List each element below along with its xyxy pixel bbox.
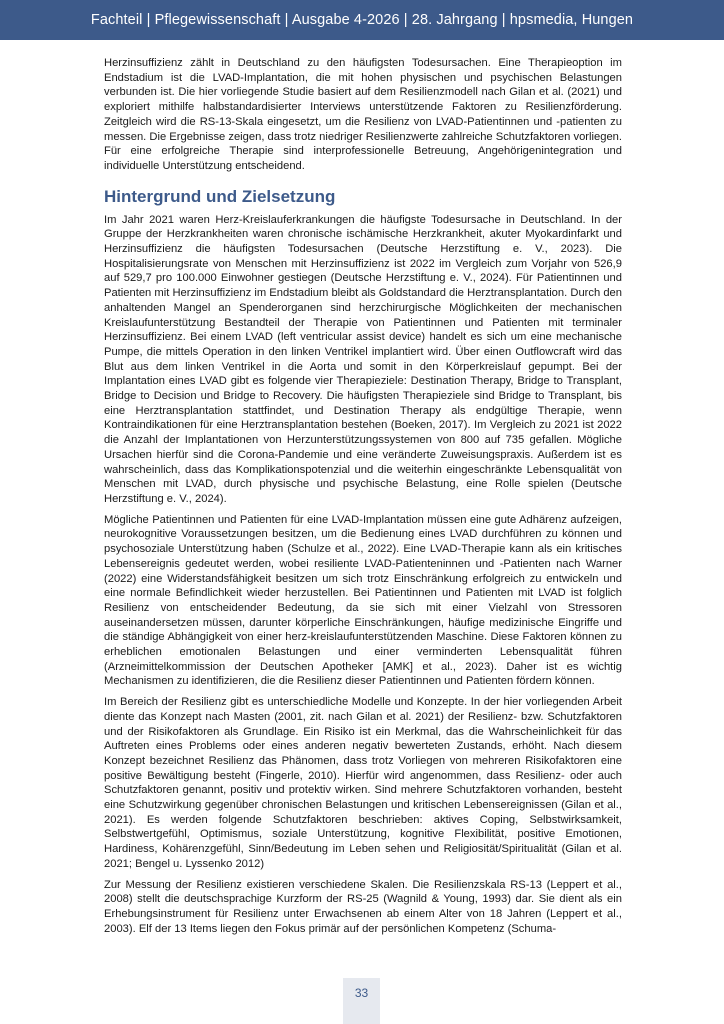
body-paragraph-1: Im Jahr 2021 waren Herz-Kreislauferkrankungen die häufigste Todesursache in Deutschland. In der Gruppe der Herzkrankheiten waren chronische ischämische Herzkrankheit, akuter Myokardinfarkt und Herzinsuffizienz die häufigsten Todesursachen (Deutsche Herzstiftung e. V., 2023). Die Hospitalisierungsrate von Menschen mit Herzinsuffizienz ist 2022 im Vergleich zum Vorjahr von 526,9 auf 529,7 pro 100.000 Einwohner gestiegen (Deutsche Herzstiftung e. V., 2024). Für Patientinnen und Patienten mit Herzinsuffizienz im Endstadium bleibt als Goldstandard die Herztransplantation. Durch den anhaltenden Mangel an Spenderorganen sind herzchirurgische Möglichkeiten der mechanischen Kreislaufunterstützung Bestandteil der Therapie von Patientinnen und Patienten mit terminaler Herzinsuffizienz. Bei einem LVAD (left ventricular assist device) handelt es sich um eine mechanische Pumpe, die mittels Operation in den linken Ventrikel implantiert wird. Über einen Outflowcraft wird das Blut aus dem linken Ventrikel in die Aorta und somit in den Körperkreislauf gepumpt. Bei der Implantation eines LVAD gibt es folgende vier Therapieziele: Destination Therapy, Bridge to Transplant, Bridge to Decision und Bridge to Recovery. Die häufigsten Therapieziele sind Bridge to Transplant, bis eine Herztransplantation stattfindet, und Destination Therapy als endgültige Therapie, wenn Kontraindikationen für eine Herztransplantation bestehen (Boeken, 2017). Im Vergleich zu 2021 ist 2022 die Anzahl der Implantationen von Herzunterstützungssystemen von 800 auf 735 gefallen. Mögliche Ursachen hierfür sind die Corona-Pandemie und eine veränderte Zuweisungspraxis. Außerdem ist es wahrscheinlich, dass das Komplikationspotenzial und die weiterhin eingeschränkte Lebensqualität von Menschen mit LVAD, durch physische und psychische Belastung, eine Rolle spielen (Deutsche Herzstiftung e. V., 2024). [104,213,622,505]
running-header: Fachteil | Pflegewissenschaft | Ausgabe 4-2026 | 28. Jahrgang | hpsmedia, Hungen [0,0,724,40]
body-paragraph-3: Im Bereich der Resilienz gibt es unterschiedliche Modelle und Konzepte. In der hier vorliegenden Arbeit diente das Konzept nach Masten (2001, zit. nach Gilan et al. 2021) der Resilienz- bzw. Schutzfaktoren und der Risikofaktoren als Grundlage. Ein Risiko ist ein Merkmal, das die Wahrscheinlichkeit für das Auftreten eines Problems oder eines anderen negativ bewerteten Zustands, erhöht. Nach diesem Konzept bezeichnet Resilienz das Phänomen, dass trotz Vorliegen von mehreren Risikofaktoren eine positive Bewältigung besteht (Fingerle, 2010). Hierfür wird angenommen, dass Resilienz- oder auch Schutzfaktoren genannt, positiv und protektiv wirken. Sind mehrere Schutzfaktoren vorhanden, besteht eine Schutzwirkung gegenüber chronischen Belastungen und kritischen Lebensereignissen (Gilan et al., 2021). Es werden folgende Schutzfaktoren beschrieben: aktives Coping, Selbstwirksamkeit, Selbstwertgefühl, Optimismus, soziale Unterstützung, kognitive Flexibilität, positive Emotionen, Hardiness, Kohärenzgefühl, Sinn/Bedeutung im Leben sehen und Religiosität/Spiritualität (Gilan et al. 2021; Bengel u. Lyssenko 2012) [104,696,622,870]
body-paragraph-4: Zur Messung der Resilienz existieren verschiedene Skalen. Die Resilienzskala RS-13 (Leppert et al., 2008) stellt die deutschsprachige Kurzform der RS-25 (Wagnild & Young, 1993) dar. Sie dient als ein Erhebungsinstrument für Resilienz unter Erwachsenen ab einem Alter von 18 Jahren (Leppert et al., 2003). Elf der 13 Items liegen den Fokus primär auf der persönlichen Kompetenz (Schuma- [104,878,622,935]
article-body [104,56,622,942]
intro-paragraph: Herzinsuffizienz zählt in Deutschland zu den häufigsten Todesursachen. Eine Therapieoption im Endstadium ist die LVAD-Implantation, die mit hohen physischen und psychischen Belastungen verbunden ist. Die hier vorliegende Studie basiert auf dem Resilienzmodell nach Gilan et al. (2021) und exploriert mithilfe halbstandardisierter Interviews unterstützende Faktoren zu Resilienzförderung. Zeitgleich wird die RS-13-Skala eingesetzt, um die Resilienz von LVAD-Patientinnen und -patienten zu messen. Die Ergebnisse zeigen, dass trotz niedriger Resilienzwerte zahlreiche Schutzfaktoren vorliegen. Für eine erfolgreiche Therapie sind interprofessionelle Betreuung, Angehörigenintegration und individuelle Unterstützung entscheidend. [104,57,622,172]
page-number: 33 [343,978,380,1024]
body-paragraph-2: Mögliche Patientinnen und Patienten für eine LVAD-Implantation müssen eine gute Adhärenz aufzeigen, neurokognitive Voraussetzungen besitzen, um die Bedienung eines LVAD durchführen zu können und psychosoziale Unterstützung haben (Schulze et al., 2022). Eine LVAD-Therapie kann als ein kritisches Lebensereignis gedeutet werden, wobei resiliente LVAD-Patienteninnen und -Patienten nach Warner (2022) eine Widerstandsfähigkeit besitzen um sich trotz Einschränkung erfolgreich zu entwickeln und eine normale Befindlichkeit wieder herzustellen. Bei Patientinnen und Patienten mit LVAD ist folglich Resilienz von entscheidender Bedeutung, da sie sich mit einer Vielzahl von Stressoren auseinandersetzen müssen, darunter körperliche Einschränkungen, häufige medizinische Eingriffe und die ständige Abhängigkeit von einer herz-kreislaufunterstützenden Maschine. Diese Faktoren können zu erheblichen emotionalen Belastungen und einer verminderten Lebensqualität führen (Arzneimittelkommission der Deutschen Apotheker [AMK] et al., 2023). Daher ist es wichtig Mechanismen zu identifizieren, die die Resilienz dieser Patientinnen und Patienten fördern können. [104,513,622,688]
section-heading: Hintergrund und Zielsetzung [104,186,336,206]
